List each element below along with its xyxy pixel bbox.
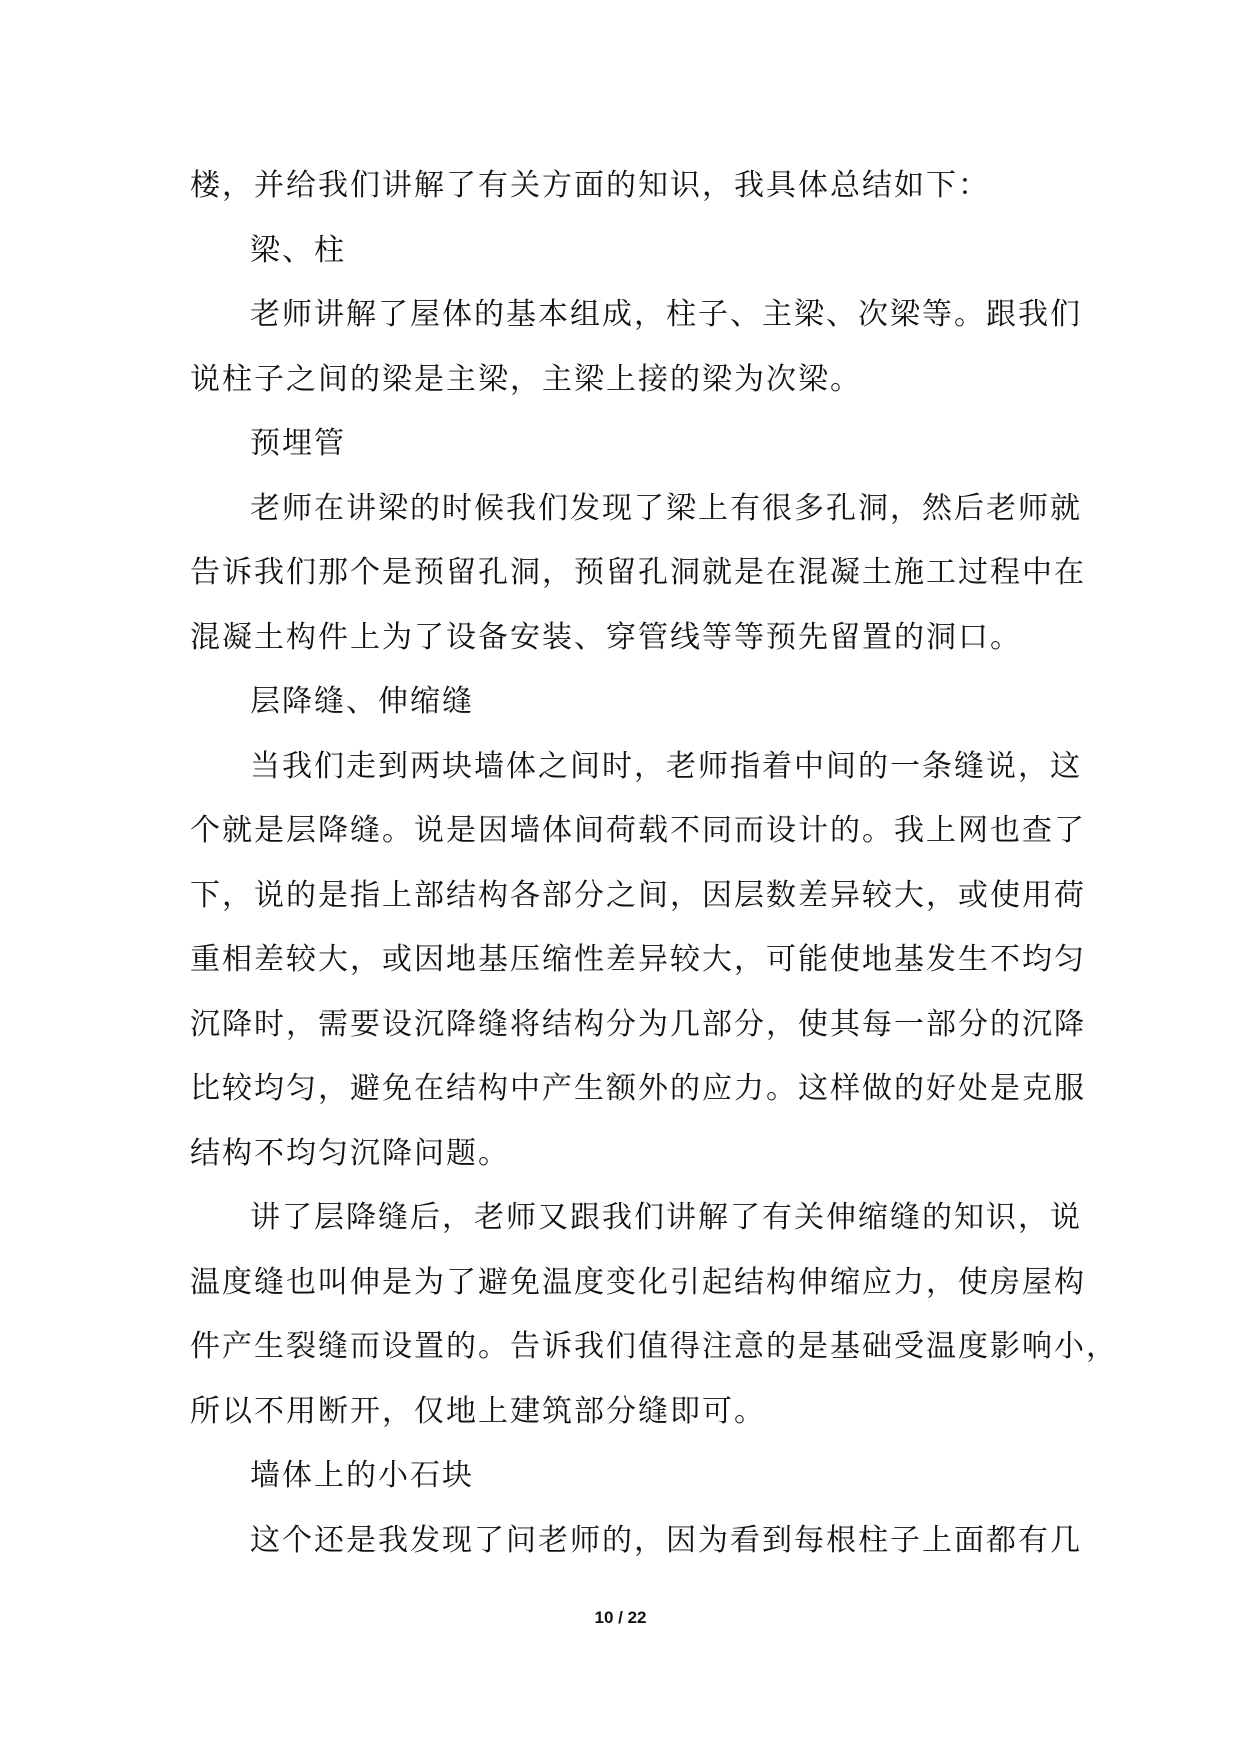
section-heading: 预埋管 [250,426,346,461]
text-line: 当我们走到两块墙体之间时，老师指着中间的一条缝说，这 [250,748,1082,784]
section-heading: 层降缝、伸缩缝 [250,684,474,719]
text-line: 下，说的是指上部结构各部分之间，因层数差异较大，或使用荷 [190,877,1086,913]
page-number: 10 / 22 [594,1608,647,1627]
text-line: 老师讲解了屋体的基本组成，柱子、主梁、次梁等。跟我们 [250,297,1082,332]
text-line: 告诉我们那个是预留孔洞，预留孔洞就是在混凝土施工过程中在 [190,555,1086,590]
document-body [190,154,1118,1573]
section-heading: 墙体上的小石块 [250,1458,474,1493]
text-line: 沉降时，需要设沉降缝将结构分为几部分，使其每一部分的沉降 [190,1006,1086,1042]
text-line: 混凝土构件上为了设备安装、穿管线等等预先留置的洞口。 [190,619,1022,655]
text-line: 说柱子之间的梁是主梁，主梁上接的梁为次梁。 [190,361,862,397]
text-line: 比较均匀，避免在结构中产生额外的应力。这样做的好处是克服 [190,1071,1086,1106]
text-line: 老师在讲梁的时候我们发现了梁上有很多孔洞，然后老师就 [250,490,1082,526]
text-line: 楼，并给我们讲解了有关方面的知识，我具体总结如下： [190,168,990,203]
text-line: 结构不均匀沉降问题。 [190,1135,510,1171]
text-line: 讲了层降缝后，老师又跟我们讲解了有关伸缩缝的知识，说 [250,1200,1082,1235]
text-line: 重相差较大，或因地基压缩性差异较大，可能使地基发生不均匀 [190,942,1086,977]
text-line: 这个还是我发现了问老师的，因为看到每根柱子上面都有几 [250,1522,1082,1558]
text-line: 温度缝也叫伸是为了避免温度变化引起结构伸缩应力，使房屋构 [190,1264,1086,1300]
section-heading: 梁、柱 [250,232,346,268]
text-line: 所以不用断开，仅地上建筑部分缝即可。 [190,1393,766,1429]
text-line: 件产生裂缝而设置的。告诉我们值得注意的是基础受温度影响小， [190,1329,1118,1364]
text-line: 个就是层降缝。说是因墙体间荷载不同而设计的。我上网也查了 [190,813,1086,848]
